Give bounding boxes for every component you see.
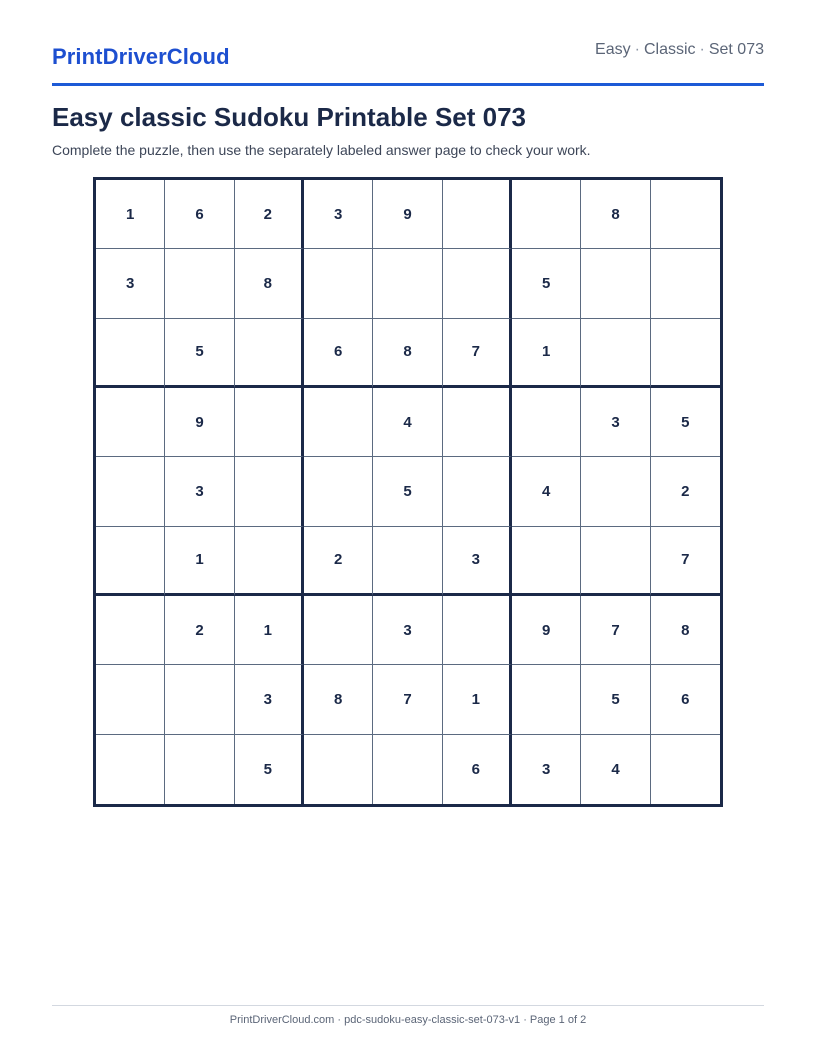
- sudoku-cell: 2: [235, 180, 304, 249]
- sudoku-cell: 3: [373, 596, 442, 665]
- sudoku-cell: [581, 527, 650, 596]
- sudoku-cell: [443, 596, 512, 665]
- sudoku-cell: 7: [443, 319, 512, 388]
- sudoku-cell: [651, 319, 720, 388]
- sudoku-cell: 7: [373, 665, 442, 734]
- sudoku-cell: 3: [512, 735, 581, 804]
- sudoku-cell: 4: [373, 388, 442, 457]
- sudoku-cell: [96, 596, 165, 665]
- page-instructions: Complete the puzzle, then use the separately labeled answer page to check your work.: [52, 142, 591, 158]
- sudoku-cell: [235, 457, 304, 526]
- meta-separator: ·: [699, 41, 705, 58]
- sudoku-cell: [165, 249, 234, 318]
- sudoku-cell: 3: [165, 457, 234, 526]
- sudoku-cell: [443, 249, 512, 318]
- sudoku-cell: 6: [443, 735, 512, 804]
- meta-set: Set 073: [708, 41, 764, 58]
- sudoku-cell: [512, 180, 581, 249]
- puzzle-meta: [595, 41, 764, 59]
- sudoku-cell: 6: [165, 180, 234, 249]
- sudoku-cell: [373, 735, 442, 804]
- sudoku-cell: [96, 527, 165, 596]
- sudoku-cell: 9: [373, 180, 442, 249]
- sudoku-cell: 9: [165, 388, 234, 457]
- sudoku-cell: 1: [165, 527, 234, 596]
- page-title: Easy classic Sudoku Printable Set 073: [52, 102, 527, 132]
- sudoku-cell: [651, 180, 720, 249]
- brand-logo-text[interactable]: PrintDriverCloud: [52, 44, 230, 69]
- sudoku-cell: [512, 665, 581, 734]
- sudoku-cell: 5: [651, 388, 720, 457]
- sudoku-cell: 5: [165, 319, 234, 388]
- sudoku-grid: [93, 177, 723, 807]
- sudoku-cell: [581, 249, 650, 318]
- sudoku-cell: [235, 388, 304, 457]
- sudoku-cell: [165, 735, 234, 804]
- sudoku-cell: [235, 527, 304, 596]
- sudoku-cell: [96, 665, 165, 734]
- sudoku-cell: [304, 388, 373, 457]
- sudoku-cell: 9: [512, 596, 581, 665]
- meta-style: Classic: [643, 41, 696, 58]
- sudoku-cell: 8: [373, 319, 442, 388]
- sudoku-cell: 3: [443, 527, 512, 596]
- sudoku-cell: 1: [443, 665, 512, 734]
- sudoku-cell: [373, 249, 442, 318]
- sudoku-cell: [373, 527, 442, 596]
- sudoku-cell: [651, 249, 720, 318]
- sudoku-cell: 7: [651, 527, 720, 596]
- sudoku-cell: 7: [581, 596, 650, 665]
- sudoku-cell: 5: [581, 665, 650, 734]
- sudoku-cell: [96, 388, 165, 457]
- sudoku-cell: [96, 319, 165, 388]
- sudoku-cell: [165, 665, 234, 734]
- meta-separator: ·: [634, 41, 640, 58]
- sudoku-cell: [304, 457, 373, 526]
- sudoku-cell: 1: [512, 319, 581, 388]
- sudoku-cell: [96, 457, 165, 526]
- sudoku-cell: [512, 388, 581, 457]
- sudoku-cell: 5: [235, 735, 304, 804]
- sudoku-cell: 4: [581, 735, 650, 804]
- sudoku-cell: [235, 319, 304, 388]
- sudoku-cell: 8: [235, 249, 304, 318]
- sudoku-cell: [581, 457, 650, 526]
- sudoku-cell: 6: [651, 665, 720, 734]
- meta-difficulty: Easy: [595, 41, 631, 58]
- sudoku-cell: [651, 735, 720, 804]
- sudoku-cell: 5: [373, 457, 442, 526]
- page-header: [52, 0, 764, 86]
- sudoku-cell: [304, 596, 373, 665]
- sudoku-cell: 2: [165, 596, 234, 665]
- sudoku-cell: 2: [651, 457, 720, 526]
- sudoku-cell: [304, 249, 373, 318]
- sudoku-cell: 1: [96, 180, 165, 249]
- sudoku-cell: 4: [512, 457, 581, 526]
- sudoku-cell: [443, 180, 512, 249]
- sudoku-cell: 3: [581, 388, 650, 457]
- footer-divider: [52, 1005, 764, 1006]
- sudoku-cell: [581, 319, 650, 388]
- sudoku-cell: [443, 388, 512, 457]
- sudoku-cell: 3: [235, 665, 304, 734]
- sudoku-cell: [512, 527, 581, 596]
- sudoku-cell: 3: [96, 249, 165, 318]
- sudoku-cell: 1: [235, 596, 304, 665]
- sudoku-cell: 5: [512, 249, 581, 318]
- sudoku-cell: 8: [581, 180, 650, 249]
- sudoku-cell: 8: [651, 596, 720, 665]
- sudoku-cell: [96, 735, 165, 804]
- sudoku-cell: 6: [304, 319, 373, 388]
- sudoku-cell: 8: [304, 665, 373, 734]
- sudoku-cell: [304, 735, 373, 804]
- page-footer: PrintDriverCloud.com · pdc-sudoku-easy-classic-set-073-v1 · Page 1 of 2: [229, 1014, 587, 1026]
- sudoku-cell: [443, 457, 512, 526]
- sudoku-cell: 2: [304, 527, 373, 596]
- sudoku-cell: 3: [304, 180, 373, 249]
